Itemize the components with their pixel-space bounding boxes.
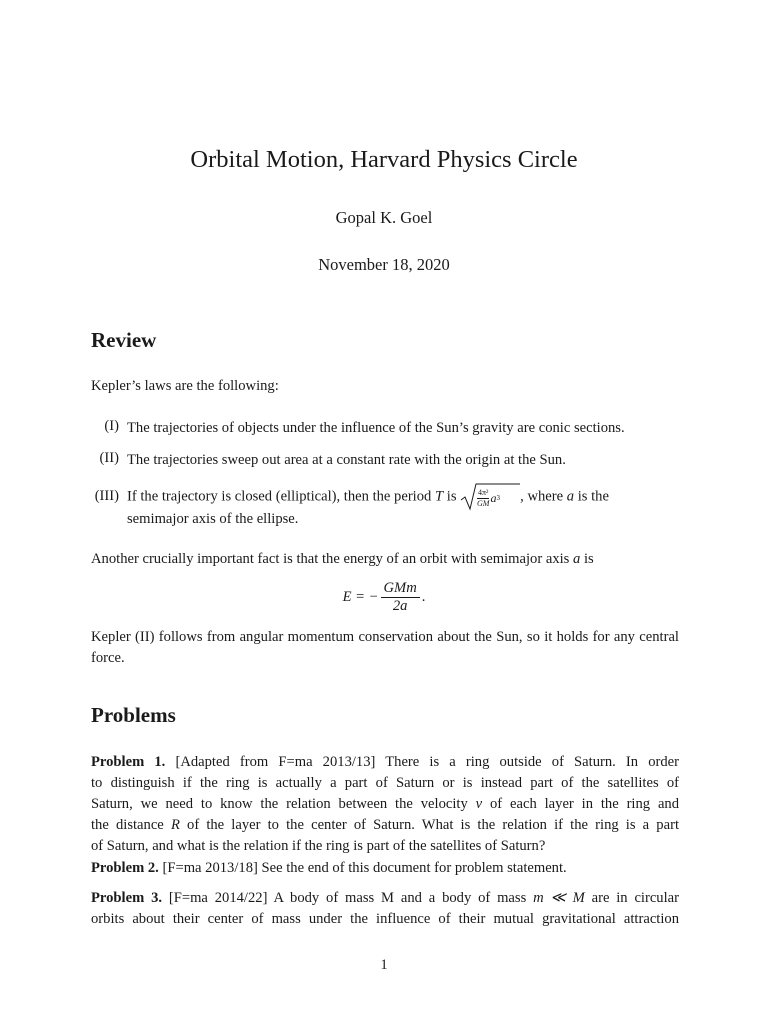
law-item (0, 418, 768, 439)
review-heading: Review (91, 328, 157, 352)
kepler-note: Kepler (II) follows from angular momentum conservation about the Sun, so it holds for any central force. (91, 629, 679, 666)
problem-label: Problem 2. (91, 860, 159, 876)
equation-numerator: GMm (381, 580, 420, 598)
equation-denominator: 2a (392, 598, 408, 614)
law-text: The trajectories sweep out area at a constant rate with the origin at the Sun. (127, 452, 566, 468)
problems-heading: Problems (91, 703, 176, 727)
document-date: November 18, 2020 (318, 255, 450, 274)
sqrt-sign (460, 482, 520, 512)
energy-equation (0, 580, 768, 620)
law-item (0, 450, 768, 471)
law-text-line2: semimajor axis of the ellipse. (127, 511, 299, 527)
sqrt-expression (460, 482, 520, 512)
law-number: (I) (104, 418, 119, 434)
problem-label: Problem 3. (91, 890, 163, 906)
law-text: The trajectories of objects under the influence of the Sun’s gravity are conic sections. (127, 420, 625, 436)
law-number: (III) (94, 488, 119, 504)
law-item (0, 482, 768, 532)
energy-intro: Another crucially important fact is that the energy of an orbit with semimajor axis a is (91, 551, 594, 567)
problem-1: Problem 1. [Adapted from F=ma 2013/13] There is a ring outside of Saturn. In order to distinguish if the ring is actually a part of Saturn or is instead part of the satellites of Saturn, we need to know the relation between the velocity v of each layer in the ring and the distance R of the layer to the center of Saturn. What is the relation if the ring is a part of Saturn, and what is the relation if the ring is part of the satellites of Saturn? (91, 754, 680, 854)
sqrt-frac-num: 4π² (478, 487, 489, 497)
equation-lhs: E = − (342, 589, 379, 605)
equation-fraction (381, 580, 420, 615)
law-number: (II) (99, 450, 119, 466)
problem-3: Problem 3. [F=ma 2014/22] A body of mass M and a body of mass m ≪ M are in circular orbits about their center of mass under the influence of their mutual gravitational attraction (91, 890, 679, 927)
sqrt-exponent: 3 (496, 494, 501, 502)
law-text: If the trajectory is closed (elliptical), then the period T is $\frac{\text{4π²}}{GM}$ a 3 , where a is the (127, 482, 679, 512)
page-number: 1 (380, 957, 388, 973)
problem-label: Problem 1. (91, 754, 166, 770)
author-name: Gopal K. Goel (335, 208, 433, 227)
sqrt-frac-den: GM (477, 498, 490, 508)
document-title: Orbital Motion, Harvard Physics Circle (190, 146, 578, 173)
review-intro: Kepler’s laws are the following: (91, 378, 279, 394)
equation-end: . (421, 589, 426, 605)
problem-2: Problem 2. [F=ma 2013/18] See the end of this document for problem statement. (91, 860, 567, 876)
sqrt-base: a (490, 491, 497, 505)
